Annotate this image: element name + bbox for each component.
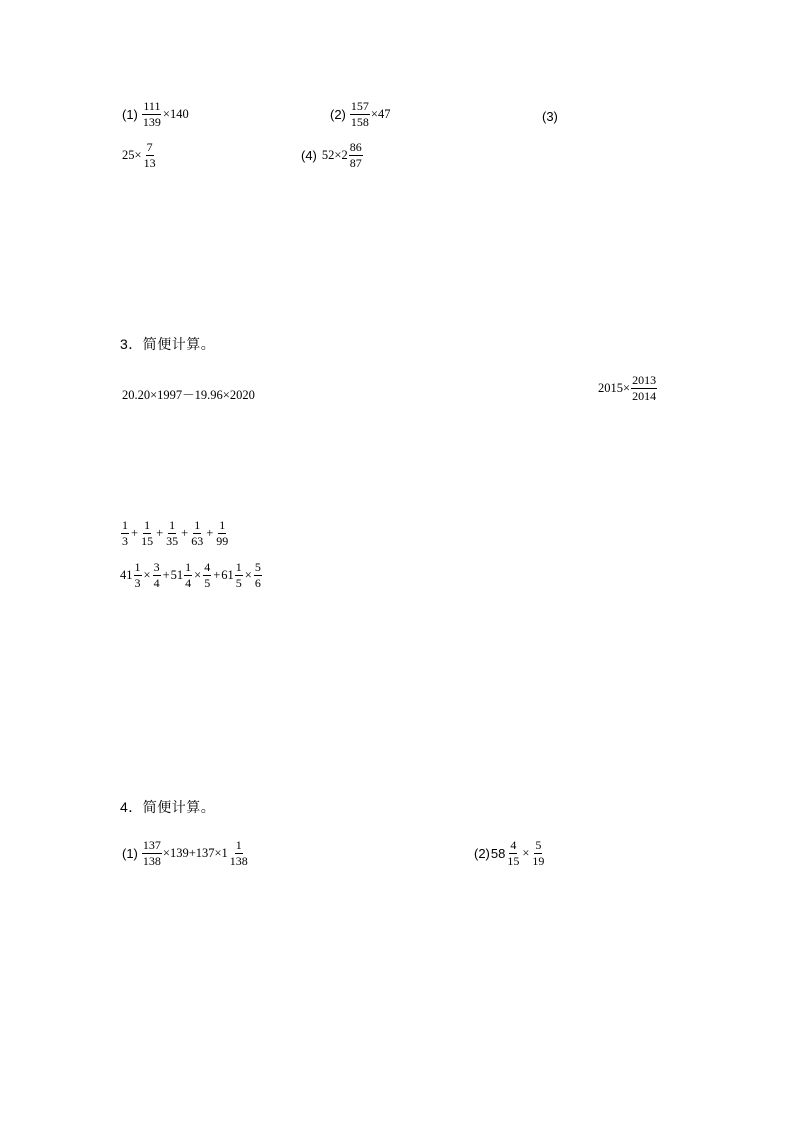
fraction [134,561,142,589]
fraction [349,141,363,169]
denominator: 158 [350,114,369,129]
problem-label: (1) [122,845,138,861]
denominator: 4 [153,575,160,590]
fraction [631,374,657,402]
numerator: 2013 [632,373,657,387]
numerator: 1 [144,518,151,532]
expression-lead: 2015× [598,380,631,395]
whole-number: 51 [170,567,184,582]
fraction [235,561,243,589]
numerator: 1 [122,518,128,532]
fraction [229,839,249,867]
expression-3-3 [120,519,230,547]
whole-number: 61 [221,567,234,582]
denominator: 99 [216,533,229,548]
fraction [215,519,229,547]
fraction [190,519,204,547]
problem-2-3 [122,141,158,169]
fraction [143,141,157,169]
denominator: 2014 [632,388,657,403]
plus-sign: + [181,525,189,540]
problem-2-2 [330,100,390,128]
plus-sign: + [162,567,170,582]
expression-tail: ×47 [370,106,391,121]
denominator: 87 [349,155,362,170]
problem-label: (2) [330,106,346,122]
fraction [254,561,262,589]
numerator: 1 [235,560,242,574]
problem-2-3-label-line [542,110,558,123]
problem-2-1 [122,100,189,128]
fraction [121,519,129,547]
fraction [142,100,162,128]
denominator: 138 [229,853,248,868]
expression-3-2 [598,374,658,402]
problem-label: (3) [542,109,558,124]
denominator: 15 [507,853,520,868]
expression-lead: 52×2 [321,147,348,162]
numerator: 1 [194,518,201,532]
section-3-heading: 3．简便计算。 [120,336,216,352]
numerator: 5 [254,560,261,574]
fraction [142,839,162,867]
plus-sign: + [206,525,214,540]
denominator: 15 [141,533,154,548]
denominator: 6 [254,575,261,590]
numerator: 86 [349,140,362,154]
numerator: 157 [350,99,369,113]
section-4-heading: 4．简便计算。 [120,799,216,815]
denominator: 139 [142,114,161,129]
numerator: 7 [146,140,153,154]
whole-number: 58 [490,845,506,861]
denominator: 63 [191,533,204,548]
numerator: 111 [143,99,161,113]
expression-3-1: 20.20×1997－19.96×2020 [122,388,255,402]
numerator: 3 [153,560,160,574]
fraction [531,839,545,867]
fraction [203,561,211,589]
denominator: 35 [166,533,179,548]
problem-2-4 [301,141,364,169]
numerator: 5 [535,838,542,852]
denominator: 3 [134,575,141,590]
fraction [350,100,370,128]
whole-number: 41 [120,567,133,582]
problem-label: (4) [301,147,317,163]
numerator: 1 [219,518,226,532]
denominator: 13 [143,155,156,170]
denominator: 5 [204,575,211,590]
fraction [153,561,161,589]
problem-label: (1) [122,106,138,122]
fraction [165,519,179,547]
expression-middle: ×139+137×1 [162,845,228,860]
times-sign: × [522,845,530,860]
fraction [184,561,192,589]
numerator: 1 [169,518,176,532]
times-sign: × [244,567,252,582]
numerator: 1 [134,560,141,574]
fraction [506,839,520,867]
problem-label: (2) [474,845,490,861]
times-sign: × [143,567,151,582]
denominator: 5 [235,575,242,590]
numerator: 1 [235,838,242,852]
denominator: 19 [532,853,545,868]
numerator: 1 [185,560,192,574]
plus-sign: + [213,567,221,582]
fraction [140,519,154,547]
plus-sign: + [131,525,139,540]
denominator: 3 [122,533,128,548]
expression-lead: 25× [122,147,142,162]
expression-3-4 [120,561,263,589]
denominator: 138 [142,853,161,868]
expression-tail: ×140 [162,106,189,121]
numerator: 4 [510,838,517,852]
denominator: 4 [185,575,192,590]
problem-4-1 [122,839,250,867]
numerator: 4 [204,560,211,574]
problem-4-2 [474,839,546,867]
plus-sign: + [156,525,164,540]
numerator: 137 [142,838,161,852]
times-sign: × [194,567,202,582]
